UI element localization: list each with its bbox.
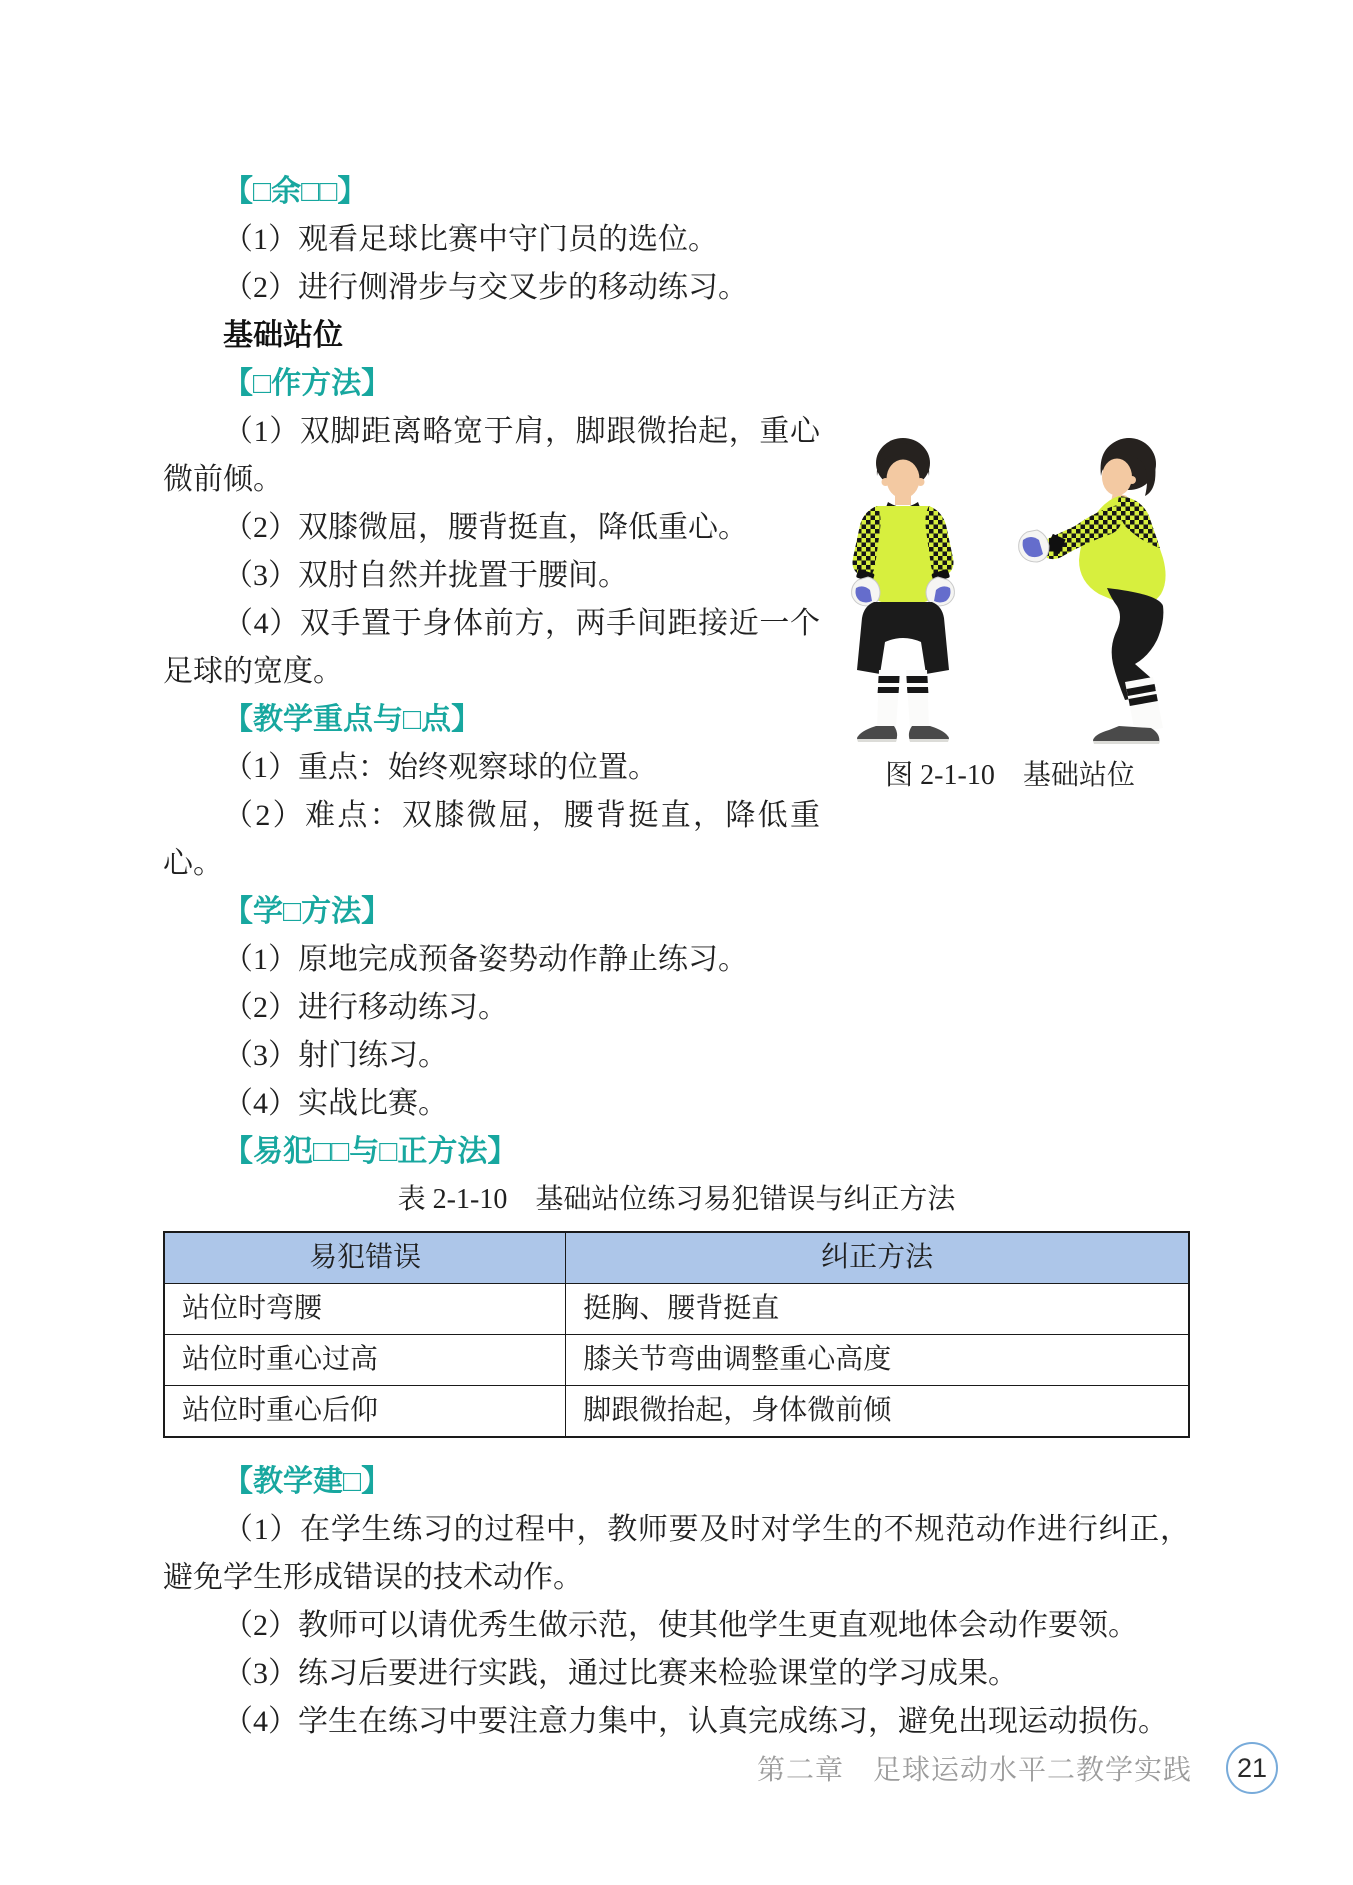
keypoints-heading: 【教学重点与□点】 [223, 703, 482, 736]
practice-heading: 【学□方法】 [223, 895, 392, 928]
table-row [164, 1335, 1189, 1386]
page-content [163, 168, 1190, 1746]
practice-item: （1）原地完成预备姿势动作静止练习。 [223, 943, 748, 976]
table-row [164, 1386, 1189, 1438]
table-row [164, 1284, 1189, 1335]
errors-heading: 【易犯□□与□正方法】 [223, 1135, 518, 1168]
goalkeeper-side-illustration [1013, 430, 1190, 748]
practice-item: （4）实战比赛。 [223, 1087, 448, 1120]
method-item: （2）双膝微屈，腰背挺直，降低重心。 [223, 511, 748, 544]
errors-correction-table [163, 1231, 1190, 1438]
page-number: 21 [1236, 1752, 1268, 1783]
keypoint-item: （1）重点：始终观察球的位置。 [223, 751, 658, 784]
topic-heading: 基础站位 [223, 319, 343, 352]
suggestion-item: （4）学生在练习中要注意力集中，认真完成练习，避免出现运动损伤。 [223, 1705, 1168, 1738]
practice-item: （2）进行移动练习。 [223, 991, 508, 1024]
goalkeeper-photos [830, 430, 1190, 748]
table-cell: 膝关节弯曲调整重心高度 [566, 1335, 1189, 1386]
suggestion-item: （1）在学生练习的过程中，教师要及时对学生的不规范动作进行纠正，避免学生形成错误的技术动作。 [163, 1513, 1190, 1594]
practice-item: （3）射门练习。 [223, 1039, 448, 1072]
figure-caption: 图 2-1-10 基础站位 [885, 760, 1135, 791]
method-item: （3）双肘自然并拢置于腰间。 [223, 559, 628, 592]
keypoint-item: （2）难点：双膝微屈，腰背挺直，降低重心。 [163, 799, 820, 880]
method-item: （1）双脚距离略宽于肩，脚跟微抬起，重心微前倾。 [163, 415, 820, 496]
page-footer [757, 1742, 1278, 1794]
footer-chapter-title: 第二章 足球运动水平二教学实践 [756, 1754, 1192, 1785]
table-cell: 挺胸、腰背挺直 [566, 1284, 1189, 1335]
table-header-row [164, 1232, 1189, 1284]
homework-item: （2）进行侧滑步与交叉步的移动练习。 [223, 271, 748, 304]
homework-item: （1）观看足球比赛中守门员的选位。 [223, 223, 718, 256]
table-caption: 表 2-1-10 基础站位练习易犯错误与纠正方法 [397, 1184, 956, 1215]
table-cell: 脚跟微抬起，身体微前倾 [566, 1386, 1189, 1438]
page-number-badge [1226, 1742, 1278, 1794]
figure-basic-stance [830, 430, 1190, 796]
method-heading: 【□作方法】 [223, 367, 392, 400]
table-cell: 站位时重心过高 [164, 1335, 566, 1386]
method-item: （4）双手置于身体前方，两手间距接近一个足球的宽度。 [163, 607, 820, 688]
table-cell: 站位时重心后仰 [164, 1386, 566, 1438]
suggestion-item: （2）教师可以请优秀生做示范，使其他学生更直观地体会动作要领。 [223, 1609, 1138, 1642]
goalkeeper-front-illustration [830, 430, 976, 748]
suggestion-item: （3）练习后要进行实践，通过比赛来检验课堂的学习成果。 [223, 1657, 1018, 1690]
homework-heading: 【□余□□】 [223, 175, 368, 208]
table-header-cell: 纠正方法 [566, 1232, 1189, 1284]
suggestions-heading: 【教学建□】 [223, 1465, 392, 1498]
table-cell: 站位时弯腰 [164, 1284, 566, 1335]
table-header-cell: 易犯错误 [164, 1232, 566, 1284]
